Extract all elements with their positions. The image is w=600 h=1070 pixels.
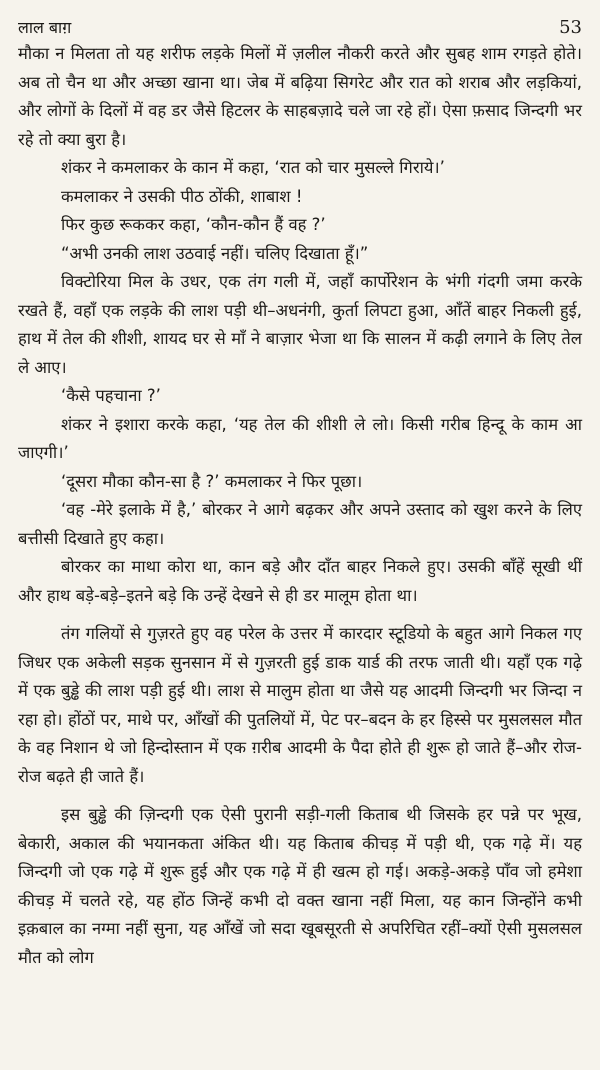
paragraph: मौका न मिलता तो यह शरीफ लड़के मिलों में ज़लील नौकरी करते और सुबह शाम रगड़ते होते। अब तो चैन था और अच्छा खाना था। जेब में बढ़िया सिगरेट और रात को शराब और लड़कियां, और लोगों के दिलों में वह डर जैसे हिटलर के साहबज़ादे चले जा रहे हों। ऐसा फ़साद जिन्दगी भर रहे तो क्या बुरा है। [18, 44, 582, 149]
paragraph: ‘कैसे पहचाना ?’ [61, 386, 161, 405]
paragraph: शंकर ने इशारा करके कहा, ‘यह तेल की शीशी ले लो। किसी गरीब हिन्दू के काम आ जाएगी।’ [18, 414, 582, 462]
paragraph: फिर कुछ रूककर कहा, ‘कौन-कौन हैं वह ?’ [61, 215, 326, 234]
paragraph: शंकर ने कमलाकर के कान में कहा, ‘रात को चार मुसल्ले गिराये।’ [61, 158, 445, 177]
paragraph: “अभी उनकी लाश उठवाई नहीं। चलिए दिखाता हूँ।” [61, 243, 369, 263]
paragraph: तंग गलियों से गुज़रते हुए वह परेल के उत्तर में कारदार स्टूडियो के बहुत आगे निकल गए जिधर एक अकेली सड़क सुनसान में से गुज़रती हुई डाक यार्ड की तरफ जाती थी। यहाँ एक गढ़े में एक बुड्ढे की लाश पड़ी हुई थी। लाश से मालुम होता था जैसे यह आदमी जिन्दगी भर जिन्दा न रहा हो। होंठों पर, माथे पर, आँखों की पुतलियों में, पेट पर–बदन के हर हिस्से पर मुसलसल मौत के वह निशान थे जो हिन्दोस्तान में एक ग़रीब आदमी के पैदा होते ही शुरू हो जाते हैं–और रोज-रोज बढ़ते ही जाते हैं। [18, 624, 582, 786]
paragraph: ‘दूसरा मौका कौन-सा है ?’ कमलाकर ने फिर पूछा। [61, 471, 363, 491]
page-number: 53 [559, 17, 582, 38]
paragraph: बोरकर का माथा कोरा था, कान बड़े और दाँत बाहर निकले हुए। उसकी बाँहें सूखी थीं और हाथ बड़े-बड़े–इतने बड़े कि उन्हें देखने से ही डर मालूम होता था। [18, 557, 582, 605]
paragraph: ‘वह -मेरे इलाके में है,’ बोरकर ने आगे बढ़कर और अपने उस्ताद को खुश करने के लिए बत्तीसी दिखाते हुए कहा। [18, 500, 582, 548]
running-title: लाल बाग़ [18, 18, 72, 37]
paragraph: कमलाकर ने उसकी पीठ ठोंकी, शाबाश ! [61, 186, 303, 206]
paragraph: विक्टोरिया मिल के उधर, एक तंग गली में, जहाँ कार्पोरेशन के भंगी गंदगी जमा करके रखते हैं, वहाँ एक लड़के की लाश पड़ी थी–अधनंगी, कुर्ता लिपटा हुआ, आँतें बाहर निकली हुई, हाथ में तेल की शीशी, शायद घर से माँ ने बाज़ार भेजा था कि सालन में कढ़ी लगाने के लिए तेल ले आए। [18, 272, 582, 377]
page-header [18, 8, 582, 38]
paragraph: इस बुड्ढे की ज़िन्दगी एक ऐसी पुरानी सड़ी-गली किताब थी जिसके हर पन्ने पर भूख, बेकारी, अकाल की भयानकता अंकित थी। यह किताब कीचड़ में पड़ी थी, एक गढ़े में। यह जिन्दगी जो एक गढ़े में शुरू हुई और एक गढ़े में ही खत्म हो गई। अकड़े-अकड़े पाँव जो हमेशा कीचड़ में चलते रहे, यह होंठ जिन्हें कभी दो वक्त खाना नहीं मिला, यह कान जिन्होंने कभी इक़बाल का नग्मा नहीं सुना, यह आँखें जो सदा खूबसूरती से अपरिचित रहीं–क्यों ऐसी मुसलसल मौत को लोग [18, 805, 582, 967]
body-text [18, 40, 582, 972]
